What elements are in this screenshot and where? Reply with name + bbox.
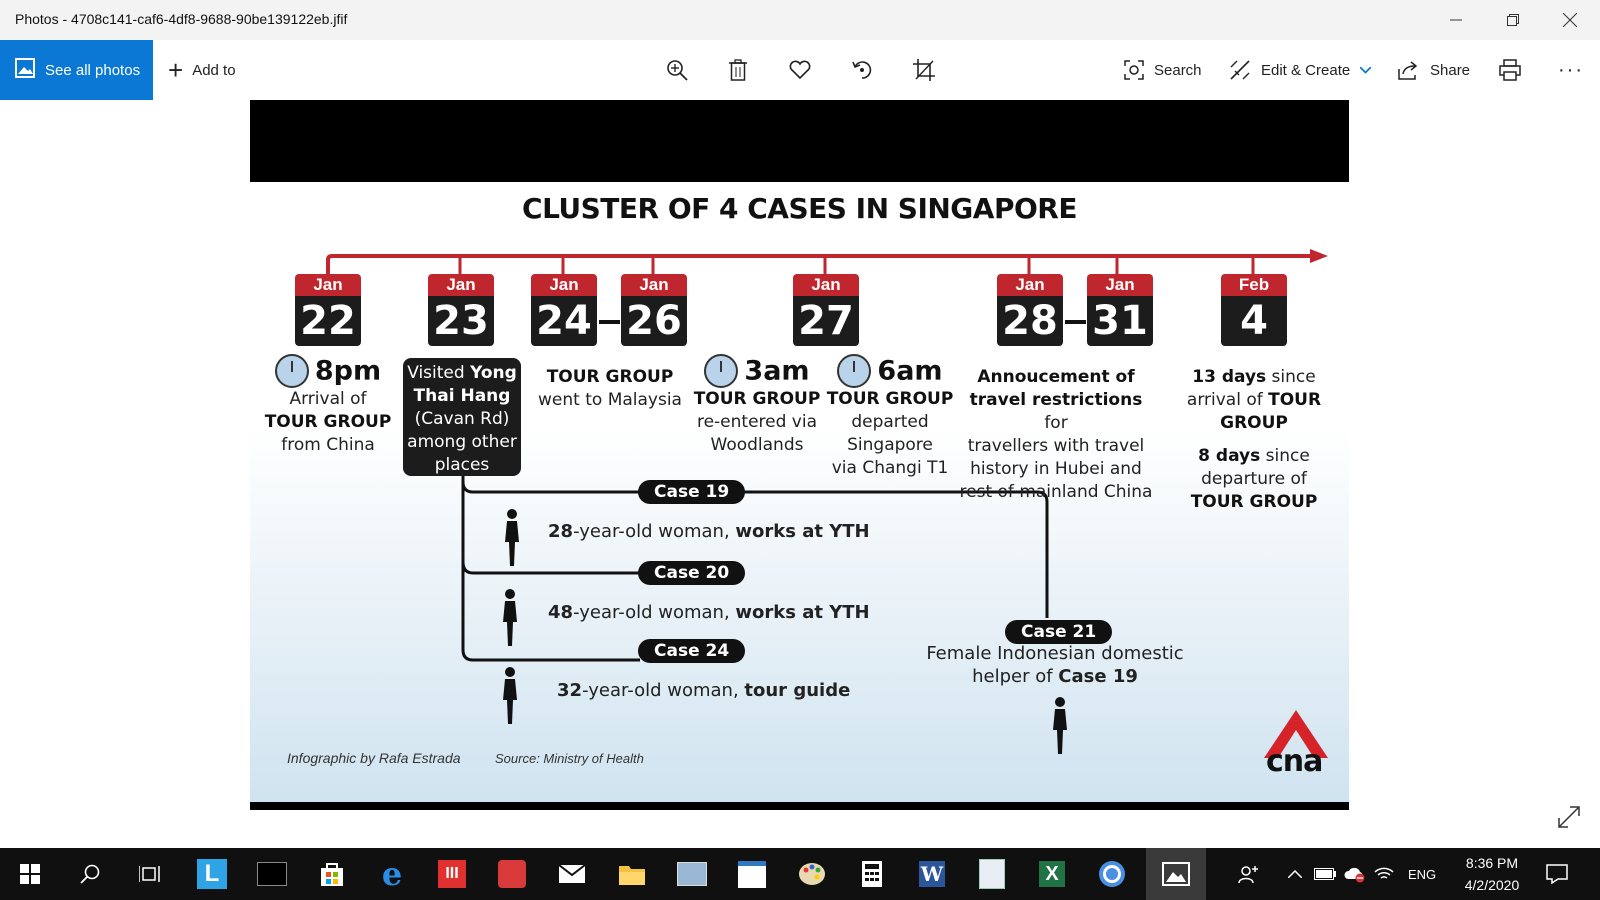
calculator-icon <box>861 860 883 888</box>
event-jan-27-3am: 3am TOUR GROUP re-entered via Woodlands <box>693 355 821 455</box>
rotate-icon <box>851 59 873 81</box>
date-feb-4: Feb 4 <box>1221 274 1287 346</box>
share-label: Share <box>1430 61 1471 79</box>
app-monitor-taskbar[interactable] <box>666 848 718 900</box>
fullscreen-button[interactable] <box>1556 804 1582 830</box>
mail-taskbar[interactable] <box>546 848 598 900</box>
photo-viewer <box>0 100 1600 848</box>
monitor-app-icon <box>677 862 707 886</box>
word-icon: W <box>920 862 944 886</box>
black-band <box>250 100 1349 182</box>
crop-button[interactable] <box>913 40 935 100</box>
clock-icon <box>704 354 738 388</box>
printer-icon <box>1499 59 1521 81</box>
event-jan-22: 8pm Arrival of TOUR GROUP from China <box>264 355 392 455</box>
more-label: ··· <box>1558 58 1584 81</box>
search-button[interactable] <box>1124 40 1202 100</box>
event-jan-23: Visited Yong Thai Hang (Cavan Rd) among other places <box>403 358 521 476</box>
woman-silhouette-icon <box>500 666 520 726</box>
case-20-pill: Case 20 <box>638 561 745 585</box>
task-view-button[interactable] <box>124 848 176 900</box>
zoom-in-button[interactable] <box>666 40 688 100</box>
bear-app-icon <box>498 860 526 888</box>
people-button[interactable] <box>1238 848 1258 900</box>
chevron-up-icon <box>1288 870 1302 878</box>
bars-app-icon: III <box>438 860 466 888</box>
window-app-icon <box>738 861 766 888</box>
share-icon <box>1398 60 1420 80</box>
plus-icon: + <box>168 54 184 85</box>
date-jan-24: Jan 24 <box>531 274 597 346</box>
app-red-taskbar[interactable] <box>426 848 478 900</box>
word-taskbar[interactable] <box>906 848 958 900</box>
cna-logo-text: cna <box>1266 744 1323 779</box>
language-indicator[interactable]: ENG <box>1408 866 1437 882</box>
heart-icon <box>789 60 811 80</box>
event-jan-27-6am: 6am TOUR GROUP departed Singapore via Changi T1 <box>826 355 954 478</box>
network-button[interactable] <box>1374 848 1394 900</box>
cloud-icon <box>1344 865 1366 883</box>
photo-icon <box>15 58 35 82</box>
zoom-in-icon <box>666 59 688 81</box>
document-app-icon <box>979 859 1005 889</box>
woman-silhouette-icon <box>500 588 520 648</box>
store-icon <box>318 861 346 887</box>
case-19-description: 28-year-old woman, works at YTH <box>548 521 870 542</box>
print-button[interactable] <box>1499 40 1521 100</box>
excel-icon: X <box>1039 861 1065 887</box>
photos-icon <box>1162 862 1190 886</box>
close-button[interactable] <box>1547 0 1593 40</box>
case-21-description: Female Indonesian domestic helper of Case 19 <box>926 643 1184 687</box>
search-label: Search <box>1154 61 1202 79</box>
delete-button[interactable] <box>728 40 748 100</box>
action-center-button[interactable] <box>1546 848 1568 900</box>
app-doc-taskbar[interactable] <box>966 848 1018 900</box>
add-to-button[interactable] <box>168 40 236 100</box>
chevron-down-icon <box>1360 67 1371 74</box>
folder-icon <box>618 862 646 886</box>
date-jan-31: Jan 31 <box>1087 274 1153 346</box>
clock-time: 8:36 PM <box>1465 855 1519 871</box>
see-all-photos-label: See all photos <box>45 61 141 79</box>
task-view-icon <box>139 864 161 884</box>
more-options-button[interactable] <box>1558 40 1584 100</box>
excel-taskbar[interactable] <box>1026 848 1078 900</box>
palette-icon <box>798 861 826 887</box>
event-feb-4: 13 days since arrival of TOUR GROUP 8 days since departure of TOUR GROUP <box>1186 367 1322 512</box>
chrome-taskbar[interactable] <box>1086 848 1138 900</box>
edit-icon <box>1229 59 1251 81</box>
app-bear-taskbar[interactable] <box>486 848 538 900</box>
file-explorer-taskbar[interactable] <box>606 848 658 900</box>
visual-search-icon <box>1124 60 1144 80</box>
date-jan-27: Jan 27 <box>793 274 859 346</box>
taskbar-search-button[interactable] <box>64 848 116 900</box>
case-19-pill: Case 19 <box>638 480 745 504</box>
source-credit: Source: Ministry of Health <box>495 751 644 766</box>
date-jan-28: Jan 28 <box>997 274 1063 346</box>
event-jan-28-31: Annoucement of travel restrictions for travellers with travel history in Hubei and rest of mainland China <box>959 367 1153 502</box>
share-button[interactable] <box>1398 40 1470 100</box>
minimize-button[interactable] <box>1433 0 1479 40</box>
onedrive-button[interactable] <box>1344 848 1366 900</box>
edge-taskbar[interactable] <box>366 848 418 900</box>
paint-taskbar[interactable] <box>786 848 838 900</box>
event-jan-24-26: TOUR GROUP went to Malaysia <box>538 367 682 410</box>
battery-button[interactable] <box>1314 848 1336 900</box>
case-20-description: 48-year-old woman, works at YTH <box>548 602 870 623</box>
clock-icon <box>275 354 309 388</box>
infographic-photo <box>250 100 1349 810</box>
infographic-title: CLUSTER OF 4 CASES IN SINGAPORE <box>522 192 1077 225</box>
woman-silhouette-icon <box>502 508 522 568</box>
restore-button[interactable] <box>1490 0 1536 40</box>
case-24-pill: Case 24 <box>638 639 745 663</box>
expand-icon <box>1556 804 1582 830</box>
store-taskbar[interactable] <box>306 848 358 900</box>
photos-taskbar[interactable] <box>1146 848 1206 900</box>
edit-create-label: Edit & Create <box>1261 61 1351 79</box>
calculator-taskbar[interactable] <box>846 848 898 900</box>
terminal-taskbar[interactable] <box>246 848 298 900</box>
trash-icon <box>728 59 748 81</box>
add-to-label: Add to <box>192 61 236 79</box>
show-hidden-icons-button[interactable] <box>1288 848 1302 900</box>
app-l-taskbar[interactable] <box>186 848 238 900</box>
edge-icon: e <box>381 855 403 893</box>
infographic-credit: Infographic by Rafa Estrada <box>287 750 461 766</box>
start-button[interactable] <box>4 848 56 900</box>
l-app-icon: L <box>197 859 227 889</box>
title-bar <box>0 0 1600 40</box>
notification-icon <box>1546 864 1568 884</box>
app-window-taskbar[interactable] <box>726 848 778 900</box>
case-21-pill: Case 21 <box>1005 620 1112 644</box>
date-jan-23: Jan 23 <box>428 274 494 346</box>
mail-icon <box>558 864 586 884</box>
clock-icon <box>837 354 871 388</box>
favorite-button[interactable] <box>789 40 811 100</box>
battery-icon <box>1314 868 1336 880</box>
window-title: Photos - 4708c141-caf6-4df8-9688-90be139122eb.jfif <box>15 11 348 27</box>
toolbar <box>0 40 1600 100</box>
clock-date: 4/2/2020 <box>1464 877 1520 893</box>
crop-icon <box>913 59 935 81</box>
terminal-icon <box>257 862 287 886</box>
windows-icon <box>20 864 40 884</box>
woman-silhouette-icon <box>1050 696 1070 756</box>
taskbar <box>0 848 1600 900</box>
rotate-button[interactable] <box>851 40 873 100</box>
wifi-icon <box>1374 866 1394 882</box>
clock[interactable] <box>1452 848 1532 900</box>
chrome-icon <box>1098 860 1126 888</box>
see-all-photos-button[interactable] <box>0 40 153 100</box>
edit-create-button[interactable] <box>1229 40 1371 100</box>
date-jan-22: Jan 22 <box>295 274 361 346</box>
people-icon <box>1238 864 1258 884</box>
case-24-description: 32-year-old woman, tour guide <box>557 680 851 701</box>
bottom-band <box>250 802 1349 810</box>
search-icon <box>80 864 100 884</box>
date-jan-26: Jan 26 <box>621 274 687 346</box>
